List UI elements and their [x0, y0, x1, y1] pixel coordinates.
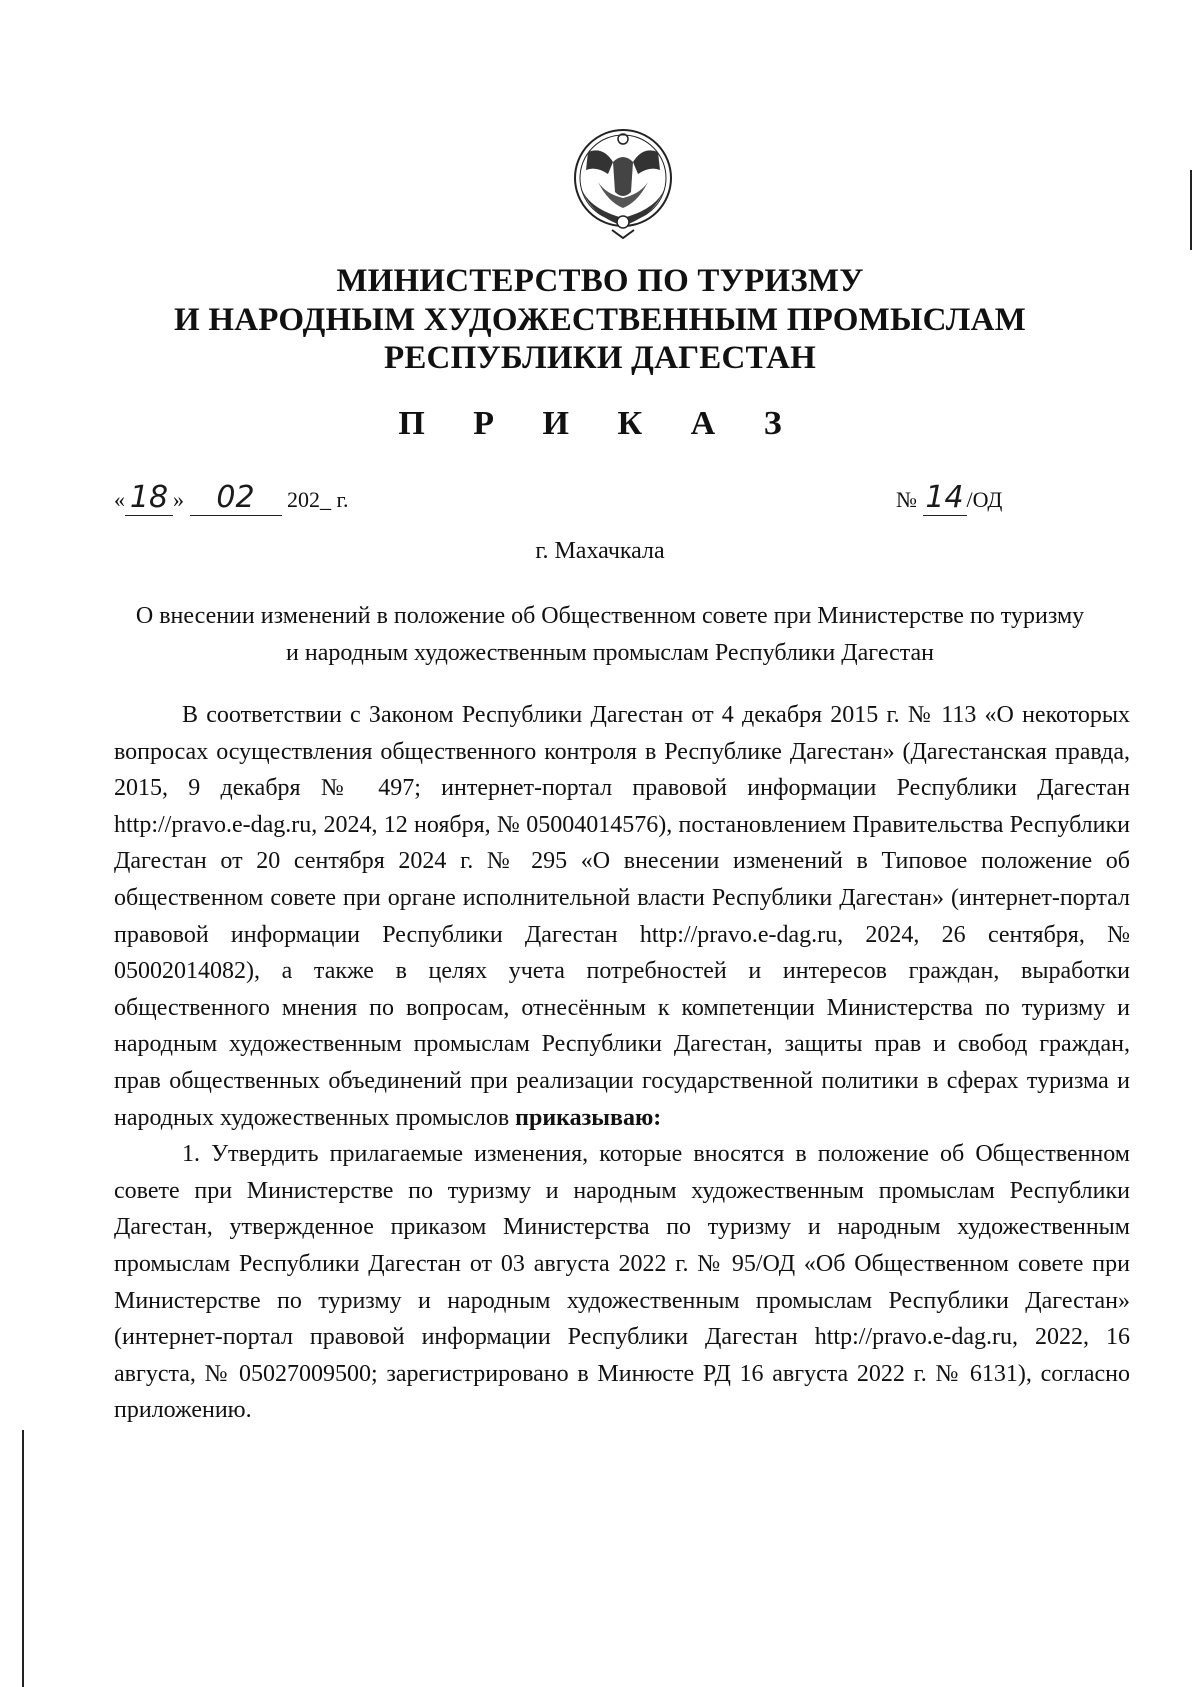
number-field — [923, 480, 967, 516]
date-month-field — [190, 480, 282, 516]
ministry-name-line1: МИНИСТЕРСТВО ПО ТУРИЗМУ — [336, 263, 864, 299]
city: г. Махачкала — [535, 538, 665, 564]
scan-edge-right — [1190, 170, 1192, 250]
date-day-field — [125, 480, 173, 516]
preamble-text: В соответствии с Законом Республики Дагестан от 4 декабря 2015 г. № 113 «О некоторых вопросах осуществления общественного контроля в Республике Дагестан» (Дагестанская правда, 2015, 9 декабря № 497; интернет-портал правовой информации Республики Дагестан http://pravo.e-dag.ru, 2024, 12 ноября, № 05004014576), постановлением Правительства Республики Дагестан от 20 сентября 2024 г. № 295 «О внесении изменений в Типовое положение об общественном совете при органе исполнительной власти Республики Дагестан» (интернет-портал правовой информации Республики Дагестан http://pravo.e-dag.ru, 2024, 26 сентября, № 05002014082), а также в целях учета потребностей и интересов граждан, выработки общественного мнения по вопросам, отнесённым к компетенции Министерства по туризму и народным художественным промыслам Республики Дагестан, защиты прав и свобод граждан, прав общественных объединений при реализации государственной политики в сферах туризма и народных художественных промыслов — [114, 702, 1130, 1131]
number-value: 14 — [925, 480, 964, 515]
paragraph-item-1: 1. Утвердить прилагаемые изменения, которые вносятся в положение об Общественном совете при Министерстве по туризму и народным художественным промыслам Республики Дагестан, утвержденное приказом Министерства по туризму и народным художественным промыслам Республики Дагестан от 03 августа 2022 г. № 95/ОД «Об Общественном совете при Министерстве по туризму и народным художественным промыслам Республики Дагестан» (интернет-портал правовой информации Республики Дагестан http://pravo.e-dag.ru, 2022, 16 августа, № 05027009500; зарегистрировано в Минюсте РД 16 августа 2022 г. № 6131), согласно приложению. — [114, 1141, 1130, 1424]
date-close-quote: » — [173, 487, 184, 512]
ministry-name-line2: И НАРОДНЫМ ХУДОЖЕСТВЕННЫМ ПРОМЫСЛАМ — [174, 302, 1026, 338]
number-prefix: № — [896, 487, 917, 512]
order-subject: О внесении изменений в положение об Общественном совете при Министерстве по туризму и народным художественным промыслам Республики Дагестан — [135, 603, 1085, 666]
date-year: 202_ г. — [287, 487, 349, 512]
document-type-title: П Р И К А З — [398, 405, 802, 442]
coat-of-arms-emblem — [568, 122, 678, 240]
order-date — [114, 480, 349, 516]
order-number — [896, 480, 1002, 516]
preamble-operative-word: приказываю: — [515, 1104, 662, 1131]
date-month: 02 — [216, 480, 255, 515]
ministry-name-line3: РЕСПУБЛИКИ ДАГЕСТАН — [383, 340, 817, 376]
date-open-quote: « — [114, 487, 125, 512]
scan-edge-left — [22, 1430, 24, 1687]
date-day: 18 — [129, 480, 169, 515]
paragraph-preamble — [114, 697, 1130, 1136]
document-body — [114, 697, 1130, 1429]
number-suffix: /ОД — [966, 487, 1003, 512]
